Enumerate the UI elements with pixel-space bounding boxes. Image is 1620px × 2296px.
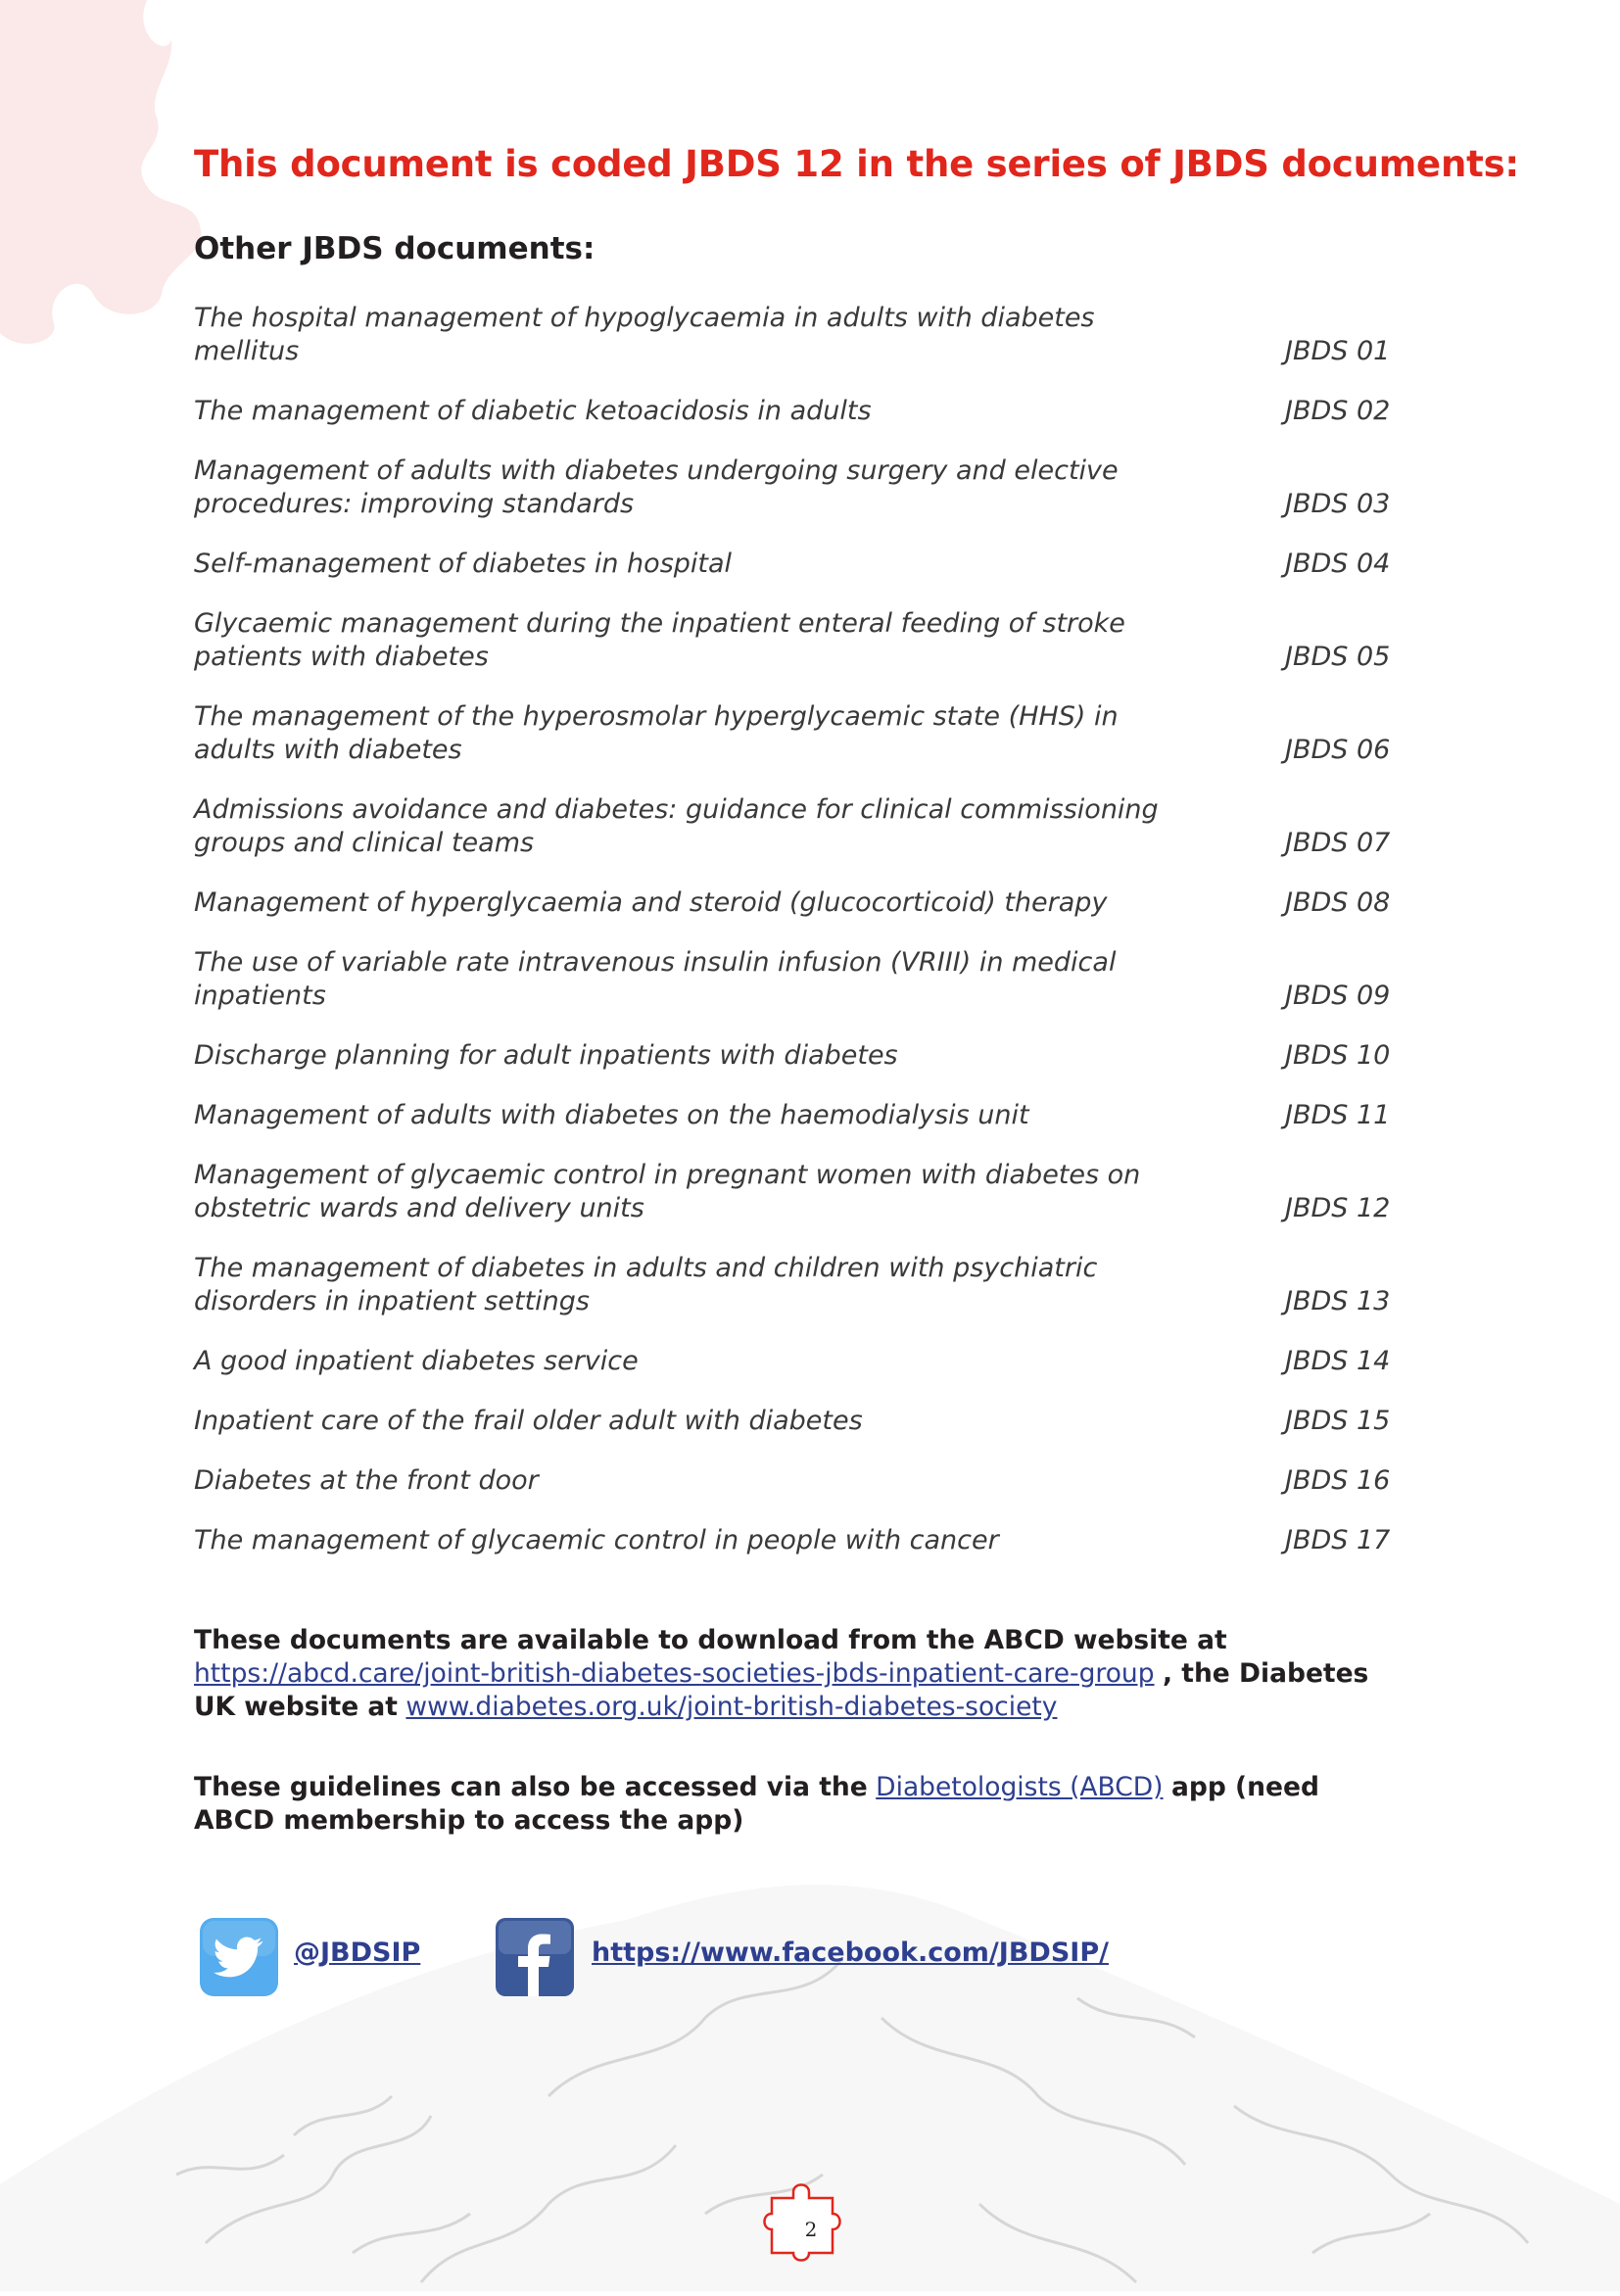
twitter-handle-link[interactable]: @JBDSIP (294, 1937, 421, 1968)
diabetes-uk-website-link[interactable]: www.diabetes.org.uk/joint-british-diabetes-society (405, 1692, 1058, 1722)
document-title: Diabetes at the front door (194, 1465, 539, 1496)
document-title: Admissions avoidance and diabetes: guidance for clinical commissioning groups and clinical teams (194, 794, 1159, 858)
document-title: Self-management of diabetes in hospital (194, 549, 733, 579)
document-title: Discharge planning for adult inpatients with diabetes (194, 1040, 898, 1071)
facebook-f-icon[interactable] (496, 1918, 574, 1996)
availability-text-1: These documents are available to download from the ABCD website at (194, 1625, 1227, 1655)
document-title: Management of hyperglycaemia and steroid (glucocorticoid) therapy (194, 887, 1108, 918)
document-code: JBDS 07 (1285, 828, 1391, 858)
document-row-11 (194, 1099, 1389, 1132)
facebook-url-link[interactable]: https://www.facebook.com/JBDSIP/ (592, 1937, 1109, 1968)
social-links (194, 1918, 1389, 1996)
document-row-02 (194, 395, 1389, 428)
document-row-04 (194, 548, 1389, 581)
document-title: The hospital management of hypoglycaemia in adults with diabetes mellitus (194, 303, 1095, 366)
document-row-15 (194, 1405, 1389, 1438)
document-code-heading: This document is coded JBDS 12 in the series of JBDS documents: (194, 143, 1520, 185)
page-number: 2 (804, 2218, 818, 2241)
document-title: Glycaemic management during the inpatient enteral feeding of stroke patients with diabetes (194, 608, 1125, 672)
document-row-03 (194, 454, 1389, 521)
document-code: JBDS 09 (1285, 981, 1391, 1011)
twitter-bird-icon[interactable] (200, 1918, 278, 1996)
app-text-1: These guidelines can also be accessed via the (194, 1772, 868, 1802)
document-row-14 (194, 1345, 1389, 1378)
corner-puzzle-piece (0, 0, 201, 344)
document-code: JBDS 10 (1285, 1040, 1391, 1071)
document-title: Management of adults with diabetes on the haemodialysis unit (194, 1100, 1029, 1130)
document-title: The management of the hyperosmolar hyperglycaemic state (HHS) in adults with diabetes (194, 701, 1119, 765)
document-row-08 (194, 886, 1389, 920)
document-row-01 (194, 302, 1389, 368)
document-title: The management of diabetes in adults and children with psychiatric disorders in inpatient settings (194, 1253, 1098, 1316)
other-documents-heading: Other JBDS documents: (194, 231, 596, 266)
document-title: Management of glycaemic control in pregnant women with diabetes on obstetric wards and delivery units (194, 1160, 1141, 1223)
app-access-note (194, 1771, 1369, 1838)
document-row-10 (194, 1039, 1389, 1073)
document-code: JBDS 12 (1285, 1193, 1391, 1223)
document-code: JBDS 01 (1285, 336, 1391, 366)
document-row-16 (194, 1464, 1389, 1498)
document-title: Inpatient care of the frail older adult with diabetes (194, 1406, 863, 1436)
app-text-2: app (need ABCD membership to access the app) (194, 1772, 1319, 1836)
availability-text-2: , the Diabetes UK website at (194, 1658, 1369, 1722)
document-title: The use of variable rate intravenous insulin infusion (VRIII) in medical inpatients (194, 947, 1117, 1011)
document-code: JBDS 13 (1285, 1286, 1391, 1316)
document-row-07 (194, 793, 1389, 860)
diabetologists-app-link[interactable]: Diabetologists (ABCD) (876, 1772, 1164, 1802)
document-code: JBDS 02 (1285, 396, 1391, 426)
document-code: JBDS 11 (1285, 1100, 1391, 1130)
document-code: JBDS 16 (1285, 1465, 1391, 1496)
document-code: JBDS 05 (1285, 642, 1391, 672)
document-row-05 (194, 607, 1389, 674)
document-code: JBDS 03 (1285, 489, 1391, 519)
document-row-09 (194, 946, 1389, 1013)
document-row-06 (194, 700, 1389, 767)
document-title: Management of adults with diabetes undergoing surgery and elective procedures: improving standards (194, 455, 1119, 519)
document-title: The management of diabetic ketoacidosis in adults (194, 396, 872, 426)
download-availability-note (194, 1624, 1369, 1724)
document-row-17 (194, 1524, 1389, 1557)
document-title: A good inpatient diabetes service (194, 1346, 639, 1376)
document-row-13 (194, 1252, 1389, 1318)
document-code: JBDS 14 (1285, 1346, 1391, 1376)
page-number-badge (754, 2175, 872, 2292)
document-row-12 (194, 1159, 1389, 1225)
jbds-document-list (194, 302, 1389, 1584)
document-code: JBDS 17 (1285, 1525, 1391, 1555)
abcd-website-link[interactable]: https://abcd.care/joint-british-diabetes-societies-jbds-inpatient-care-group (194, 1658, 1155, 1689)
document-code: JBDS 08 (1285, 887, 1391, 918)
document-code: JBDS 06 (1285, 735, 1391, 765)
document-title: The management of glycaemic control in people with cancer (194, 1525, 999, 1555)
document-code: JBDS 15 (1285, 1406, 1391, 1436)
document-code: JBDS 04 (1285, 549, 1391, 579)
